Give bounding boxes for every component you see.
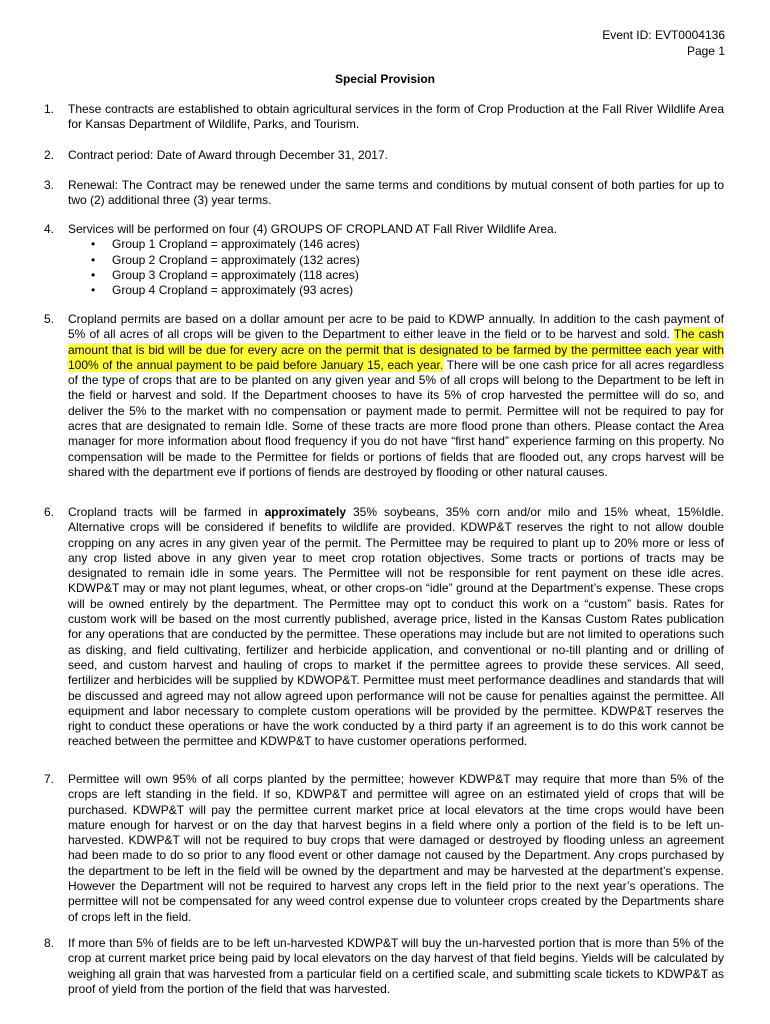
page-header	[602, 27, 725, 59]
item-text: Contract period: Date of Award through December 31, 2017.	[68, 148, 388, 162]
provision-item-8	[44, 936, 724, 997]
item-number: 4.	[44, 222, 55, 236]
item-text-part: 35% soybeans, 35% corn and/or milo and 15% wheat, 15%Idle. Alternative crops will be considered if benefits to wildlife are provided. KDWP&T reserves the right to not allow double cropping on any acres in any given year of the permit. The Permittee may be required to plant up to 20% more or less of any crop listed above in any given year to meet crop rotation objectives. Some tracts or portions of tracts may be designated to remain idle in some years. The Permittee will not be responsible for rent payment on these idle acres. KDWP&T may or may not plant legumes, wheat, or other crops-on “idle” ground at the Department’s expense. These crops will be owned entirely by the department. The Permittee may opt to conduct this work on a “custom” basis. Rates for custom work will be based on the most currently published, average price, listed in the Kansas Custom Rates publication for any operations that are conducted by the permittee. These operations may include but are not limited to operations such as disking, and field cultivating, fertilizer and herbicide application, and conventional or no-till planting and or drilling of seed, and custom harvest and hauling of crops to market if the permittee agrees to provide these services. All seed, fertilizer and herbicides will be supplied by KDWOP&T. Permittee must meet performance deadlines and standards that will be discussed and agreed may not allow agreed upon performance will not be cause for penalties against the permittee. All equipment and labor necessary to complete custom operations will be provided by the permittee. KDWP&T reserves the right to conduct these operations or have the work conducted by a third party if an agreement is to do this work cannot be reached between the permittee and KDWP&T to have customer operations performed.	[68, 505, 724, 749]
provision-item-4	[44, 222, 724, 298]
item-number: 2.	[44, 148, 55, 162]
item-text	[68, 222, 724, 298]
cropland-group-list	[68, 237, 724, 298]
item-text: These contracts are established to obtain agricultural services in the form of Crop Production at the Fall River Wildlife Area for Kansas Department of Wildlife, Parks, and Tourism.	[68, 102, 724, 132]
item-intro: Services will be performed on four (4) GROUPS OF CROPLAND AT Fall River Wildlife Area.	[68, 222, 558, 236]
item-text-part: Cropland tracts will be farmed in	[68, 505, 265, 519]
item-text-part: Cropland permits are based on a dollar amount per acre to be paid to KDWP annually. In addition to the cash payment of 5% of all acres of all crops will be given to the Department to either leave in the field or to be harvest and sold.	[68, 312, 724, 342]
item-text	[68, 505, 724, 750]
provision-item-2	[44, 148, 724, 163]
provision-item-6	[44, 505, 724, 750]
item-number: 8.	[44, 936, 55, 950]
provision-item-7	[44, 772, 724, 925]
item-number: 3.	[44, 178, 55, 192]
provision-item-5	[44, 312, 724, 480]
item-text: If more than 5% of fields are to be left un-harvested KDWP&T will buy the un-harvested portion that is more than 5% of the crop at current market price being paid by local elevators on the day harvest of that field begins. Yields will be calculated by weighing all grain that was harvested from a particular field on a certified scale, and submitting scale tickets to KDWP&T as proof of yield from the portion of the field that was harvested.	[68, 936, 724, 996]
item-text	[68, 312, 724, 480]
provision-item-3	[44, 178, 724, 209]
item-number: 5.	[44, 312, 55, 326]
list-item: • Group 4 Cropland = approximately (93 acres)	[112, 283, 724, 298]
item-number: 1.	[44, 102, 55, 116]
document-title: Special Provision	[334, 72, 436, 86]
event-id: Event ID: EVT0004136	[602, 28, 725, 42]
item-text: Renewal: The Contract may be renewed under the same terms and conditions by mutual consent of both parties for up to two (2) additional three (3) year terms.	[68, 178, 724, 208]
list-item: • Group 1 Cropland = approximately (146 acres)	[112, 237, 724, 252]
item-text-part: There will be one cash price for all acres regardless of the type of crops that are to be planted on any given year and 5% of all crops will belong to the Department to be left in the field or harvest and sold. If the Department chooses to have its 5% of crop harvested the permittee will do so, and deliver the 5% to the market with no compensation or payment made to permit. Permittee will not be required to pay for acres that are designated to remain Idle. Some of these tracts are more flood prone than others. Please contact the Area manager for more information about flood frequency if you do not have “first hand” experience farming on this property. No compensation will be made to the Permittee for fields or portions of fields that are flooded out, any crops harvest will be shared with the department eve if portions of fiends are destroyed by flooding or other natural causes.	[68, 357, 724, 479]
page-number: Page 1	[686, 44, 725, 58]
highlighted-text: The cash amount that is bid will be due for every acre on the permit that is designated to be farmed by the permittee each year with 100% of the annual payment to be paid before January 15, each year.	[68, 327, 724, 372]
item-number: 6.	[44, 505, 55, 519]
provision-item-1	[44, 102, 724, 133]
list-item: • Group 2 Cropland = approximately (132 acres)	[112, 253, 724, 268]
item-number: 7.	[44, 772, 55, 786]
list-item: • Group 3 Cropland = approximately (118 acres)	[112, 268, 724, 283]
bold-text: approximately	[264, 505, 346, 519]
item-text: Permittee will own 95% of all corps planted by the permittee; however KDWP&T may require that more than 5% of the crops are left standing in the field. If so, KDWP&T and permittee will agree on an estimated yield of crops that will be purchased. KDWP&T will pay the permittee current market price at local elevators at the time crops would have been mature enough for harvest or on the day that harvest begins in a field where only a portion of the field is to be left un-harvested. KDWP&T will not be required to buy crops that were damaged or destroyed by flooding unless an agreement had been made to do so prior to any flood event or other damage not caused by the Department. Any crops purchased by the department to be left in the field will be owned by the department and may be harvested at the department’s expense. However the Department will not be required to harvest any crops left in the field prior to the next year’s operations. The permittee will not be compensated for any weed control expense due to volunteer crops created by the Departments share of crops left in the field.	[68, 772, 724, 924]
